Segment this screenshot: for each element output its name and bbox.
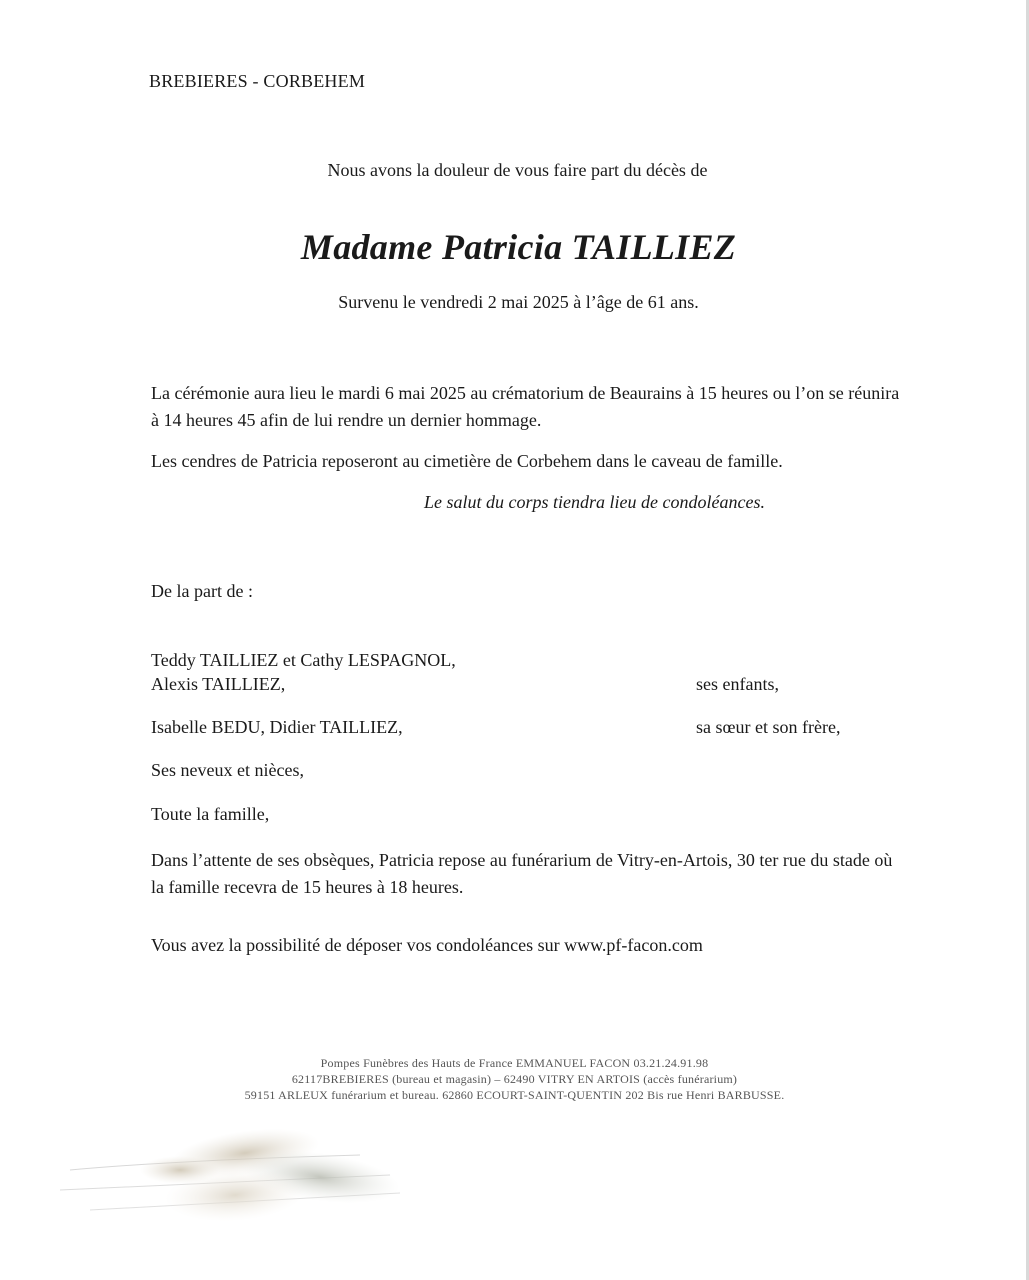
condolences-line: Vous avez la possibilité de déposer vos condoléances sur www.pf-facon.com — [151, 935, 703, 955]
funeral-home-paragraph — [151, 847, 961, 901]
from-label: De la part de : — [151, 581, 253, 601]
footer-line-1: Pompes Funèbres des Hauts de France EMMANUEL FACON 03.21.24.91.98 — [320, 1056, 709, 1070]
salut-text: Le salut du corps tiendra lieu de condoléances. — [424, 492, 765, 512]
siblings-relation: sa sœur et son frère, — [696, 717, 841, 737]
ashes-paragraph: Les cendres de Patricia reposeront au cimetière de Corbehem dans le caveau de famille. — [151, 451, 783, 471]
funeral-home-line-1: Dans l’attente de ses obsèques, Patricia repose au funérarium de Vitry-en-Artois, 30 ter rue du stade où — [151, 850, 893, 870]
footer-line-3: 59151 ARLEUX funérarium et bureau. 62860 ECOURT-SAINT-QUENTIN 202 Bis rue Henri BARBUSSE. — [244, 1088, 785, 1102]
ceremony-line-1: La cérémonie aura lieu le mardi 6 mai 2025 au crématorium de Beaurains à 15 heures ou l’on se réunira — [151, 383, 900, 403]
deceased-name: Madame Patricia TAILLIEZ — [300, 227, 737, 267]
children-relation: ses enfants, — [696, 674, 779, 694]
footer-line-2: 62117BREBIERES (bureau et magasin) – 62490 VITRY EN ARTOIS (accès funérarium) — [291, 1072, 738, 1086]
intro-text: Nous avons la douleur de vous faire part du décès de — [327, 160, 708, 180]
grass-decoration — [60, 1115, 430, 1235]
children-names — [151, 648, 456, 696]
nephews-line: Ses neveux et nièces, — [151, 760, 304, 780]
location-header: BREBIERES - CORBEHEM — [149, 71, 366, 91]
family-line: Toute la famille, — [151, 804, 270, 824]
children-line-1: Teddy TAILLIEZ et Cathy LESPAGNOL, — [151, 650, 456, 670]
children-line-2: Alexis TAILLIEZ, — [151, 674, 286, 694]
ceremony-paragraph — [151, 380, 961, 434]
ceremony-line-2: à 14 heures 45 afin de lui rendre un dernier hommage. — [151, 410, 542, 430]
funeral-home-line-2: la famille recevra de 15 heures à 18 heures. — [151, 877, 464, 897]
death-date-text: Survenu le vendredi 2 mai 2025 à l’âge de 61 ans. — [338, 292, 699, 312]
siblings-names: Isabelle BEDU, Didier TAILLIEZ, — [151, 717, 403, 737]
